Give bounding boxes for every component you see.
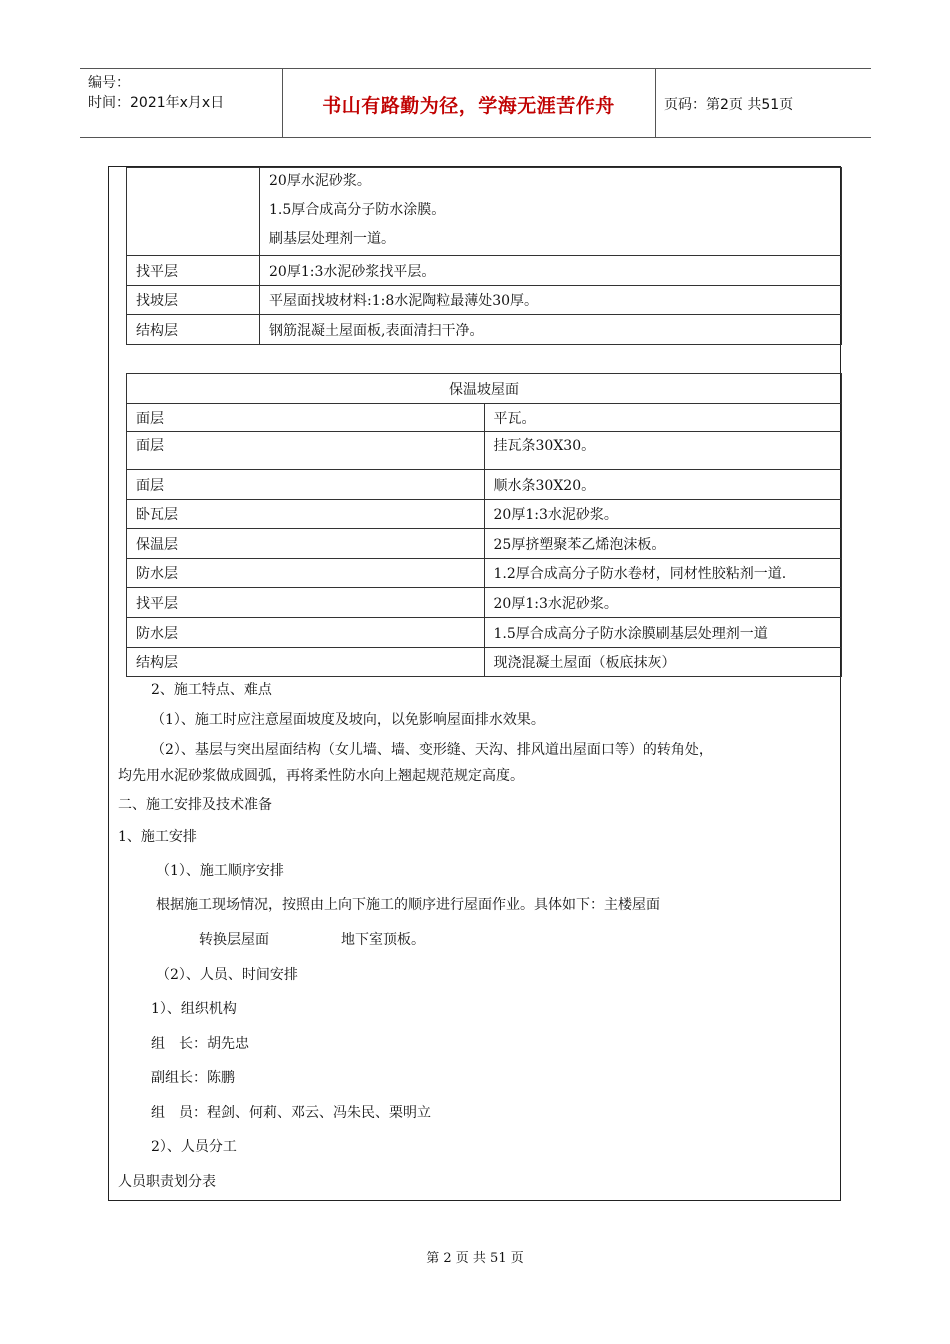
section-heading: 二、施工安排及技术准备 xyxy=(118,797,272,813)
layer-desc-line: 1.5厚合成高分子防水涂膜。 xyxy=(269,202,446,218)
layer-desc-cell: 顺水条30X20。 xyxy=(484,470,842,500)
layer-desc-cell xyxy=(260,168,842,256)
layer-name-cell: 结构层 xyxy=(127,648,485,677)
header-meta xyxy=(88,73,224,113)
staff-heading: （2）、人员、时间安排 xyxy=(156,967,298,983)
layer-desc-cell: 25厚挤塑聚苯乙烯泡沫板。 xyxy=(484,529,842,559)
layer-desc-cell: 20厚1:3水泥砂浆。 xyxy=(484,588,842,618)
deputy-leader: 副组长：陈鹏 xyxy=(151,1070,235,1086)
layer-name-cell: 面层 xyxy=(127,470,485,500)
org-heading: 1）、组织机构 xyxy=(151,1001,237,1017)
header-time-label: 时间：2021年x月x日 xyxy=(88,95,225,111)
layer-name-cell: 保温层 xyxy=(127,529,485,559)
layer-name-cell: 面层 xyxy=(127,404,485,432)
table-row xyxy=(127,374,842,404)
features-heading: 2、施工特点、难点 xyxy=(151,682,272,698)
table-row xyxy=(127,529,842,559)
table-row xyxy=(127,559,842,588)
table-row xyxy=(127,256,842,286)
table-row xyxy=(127,315,842,345)
table-row xyxy=(127,588,842,618)
layer-desc-cell: 钢筋混凝土屋面板,表面清扫干净。 xyxy=(260,315,842,345)
table-row xyxy=(127,648,842,677)
table-title: 保温坡屋面 xyxy=(127,374,842,404)
layer-desc-cell: 1.5厚合成高分子防水涂膜刷基层处理剂一道 xyxy=(484,618,842,648)
layer-desc-line: 20厚水泥砂浆。 xyxy=(269,173,371,189)
header-divider xyxy=(655,69,656,137)
team-leader: 组 长：胡先忠 xyxy=(151,1036,249,1052)
layer-name-cell: 卧瓦层 xyxy=(127,500,485,529)
team-members: 组 员：程剑、何莉、邓云、冯朱民、栗明立 xyxy=(151,1105,431,1121)
page-header xyxy=(80,68,871,138)
header-number-label: 编号： xyxy=(88,75,130,91)
layer-name-cell xyxy=(127,168,260,256)
layer-name-cell: 防水层 xyxy=(127,618,485,648)
table-row xyxy=(127,404,842,432)
header-page-info: 页码：第2页 共51页 xyxy=(664,97,794,113)
layer-desc-cell: 挂瓦条30X30。 xyxy=(484,432,842,470)
layer-desc-cell: 平瓦。 xyxy=(484,404,842,432)
sequence-heading: （1）、施工顺序安排 xyxy=(156,863,284,879)
table-row xyxy=(127,470,842,500)
sequence-step: 转换层屋面 xyxy=(199,932,269,948)
feature-item-2-line2: 均先用水泥砂浆做成圆弧，再将柔性防水向上翘起规范规定高度。 xyxy=(118,768,524,784)
subsection-heading: 1、施工安排 xyxy=(118,829,197,845)
duty-table-caption: 人员职责划分表 xyxy=(118,1174,216,1190)
layer-name-cell: 结构层 xyxy=(127,315,260,345)
feature-item-1: （1）、施工时应注意屋面坡度及坡向，以免影响屋面排水效果。 xyxy=(151,712,545,728)
layer-desc-cell: 现浇混凝土屋面（板底抹灰） xyxy=(484,648,842,677)
page-footer: 第 2 页 共 51 页 xyxy=(426,1251,524,1266)
layer-name-cell: 找平层 xyxy=(127,256,260,286)
table-row xyxy=(127,432,842,470)
division-heading: 2）、人员分工 xyxy=(151,1139,237,1155)
layer-desc-cell: 平屋面找坡材料:1:8水泥陶粒最薄处30厚。 xyxy=(260,286,842,315)
layer-name-cell: 找坡层 xyxy=(127,286,260,315)
flat-roof-layer-table xyxy=(126,167,842,345)
layer-desc-cell: 1.2厚合成高分子防水卷材，同材性胶粘剂一道. xyxy=(484,559,842,588)
layer-desc-line: 刷基层处理剂一道。 xyxy=(269,231,395,247)
header-motto: 书山有路勤为径，学海无涯苦作舟 xyxy=(322,95,615,117)
table-row xyxy=(127,168,842,256)
sequence-text: 根据施工现场情况，按照由上向下施工的顺序进行屋面作业。具体如下：主楼屋面 xyxy=(156,897,660,913)
table-row xyxy=(127,618,842,648)
sequence-step: 地下室顶板。 xyxy=(341,932,425,948)
feature-item-2-line1: （2）、基层与突出屋面结构（女儿墙、墙、变形缝、天沟、排风道出屋面口等）的转角处， xyxy=(151,742,713,758)
layer-desc-cell: 20厚1:3水泥砂浆。 xyxy=(484,500,842,529)
table-row xyxy=(127,500,842,529)
pitched-roof-layer-table xyxy=(126,373,842,677)
table-row xyxy=(127,286,842,315)
layer-name-cell: 找平层 xyxy=(127,588,485,618)
layer-name-cell: 防水层 xyxy=(127,559,485,588)
layer-name-cell: 面层 xyxy=(127,432,485,470)
layer-desc-cell: 20厚1:3水泥砂浆找平层。 xyxy=(260,256,842,286)
